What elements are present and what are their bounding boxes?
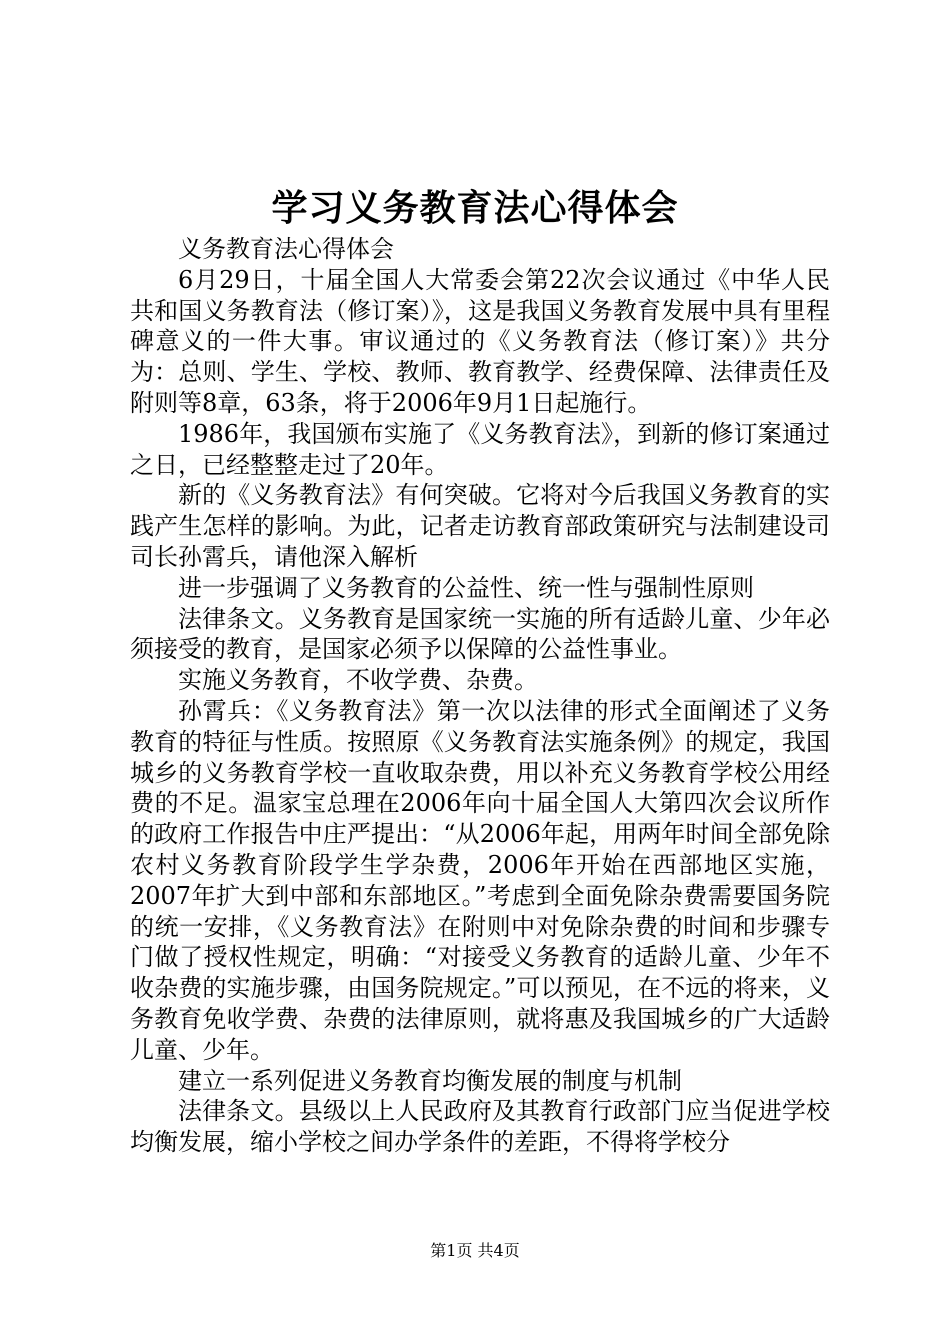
- section-heading: 进一步强调了义务教育的公益性、统一性与强制性原则: [178, 573, 754, 602]
- paragraph: 6月29日，十届全国人大常委会第22次会议通过《中华人民共和国义务教育法（修订案）》，这是我国义务教育发展中具有里程碑意义的一件大事。审议通过的《义务教育法（修订案）》共分为：总则、学生、学校、教师、教育教学、经费保障、法律责任及附则等8章，63条，将于2006年9月1日起施行。: [130, 265, 830, 417]
- paragraph: 法律条文。县级以上人民政府及其教育行政部门应当促进学校均衡发展，缩小学校之间办学条件的差距，不得将学校分: [130, 1097, 830, 1157]
- section-heading: 建立一系列促进义务教育均衡发展的制度与机制: [178, 1066, 682, 1095]
- paragraph: 法律条文。义务教育是国家统一实施的所有适龄儿童、少年必须接受的教育，是国家必须予以保障的公益性事业。: [130, 604, 830, 664]
- paragraph-subtitle: 义务教育法心得体会: [178, 235, 394, 263]
- paragraph: 1986年，我国颁布实施了《义务教育法》，到新的修订案通过之日，已经整整走过了20年。: [130, 419, 830, 479]
- document-title: 学习义务教育法心得体会: [271, 187, 679, 229]
- page-footer: 第1页 共4页: [430, 1241, 520, 1260]
- paragraph: 新的《义务教育法》有何突破。它将对今后我国义务教育的实践产生怎样的影响。为此，记者走访教育部政策研究与法制建设司司长孙霄兵，请他深入解析: [130, 481, 830, 571]
- document-body: [130, 234, 830, 1158]
- paragraph: 孙霄兵：《义务教育法》第一次以法律的形式全面阐述了义务教育的特征与性质。按照原《义务教育法实施条例》的规定，我国城乡的义务教育学校一直收取杂费，用以补充义务教育学校公用经费的不足。温家宝总理在2006年向十届全国人大第四次会议所作的政府工作报告中庄严提出：“从2006年起，用两年时间全部免除农村义务教育阶段学生学杂费，2006年开始在西部地区实施，2007年扩大到中部和东部地区。”考虑到全面免除杂费需要国务院的统一安排，《义务教育法》在附则中对免除杂费的时间和步骤专门做了授权性规定，明确：“对接受义务教育的适龄儿童、少年不收杂费的实施步骤，由国务院规定。”可以预见，在不远的将来，义务教育免收学费、杂费的法律原则，就将惠及我国城乡的广大适龄儿童、少年。: [130, 696, 830, 1064]
- paragraph: 实施义务教育，不收学费、杂费。: [178, 666, 538, 695]
